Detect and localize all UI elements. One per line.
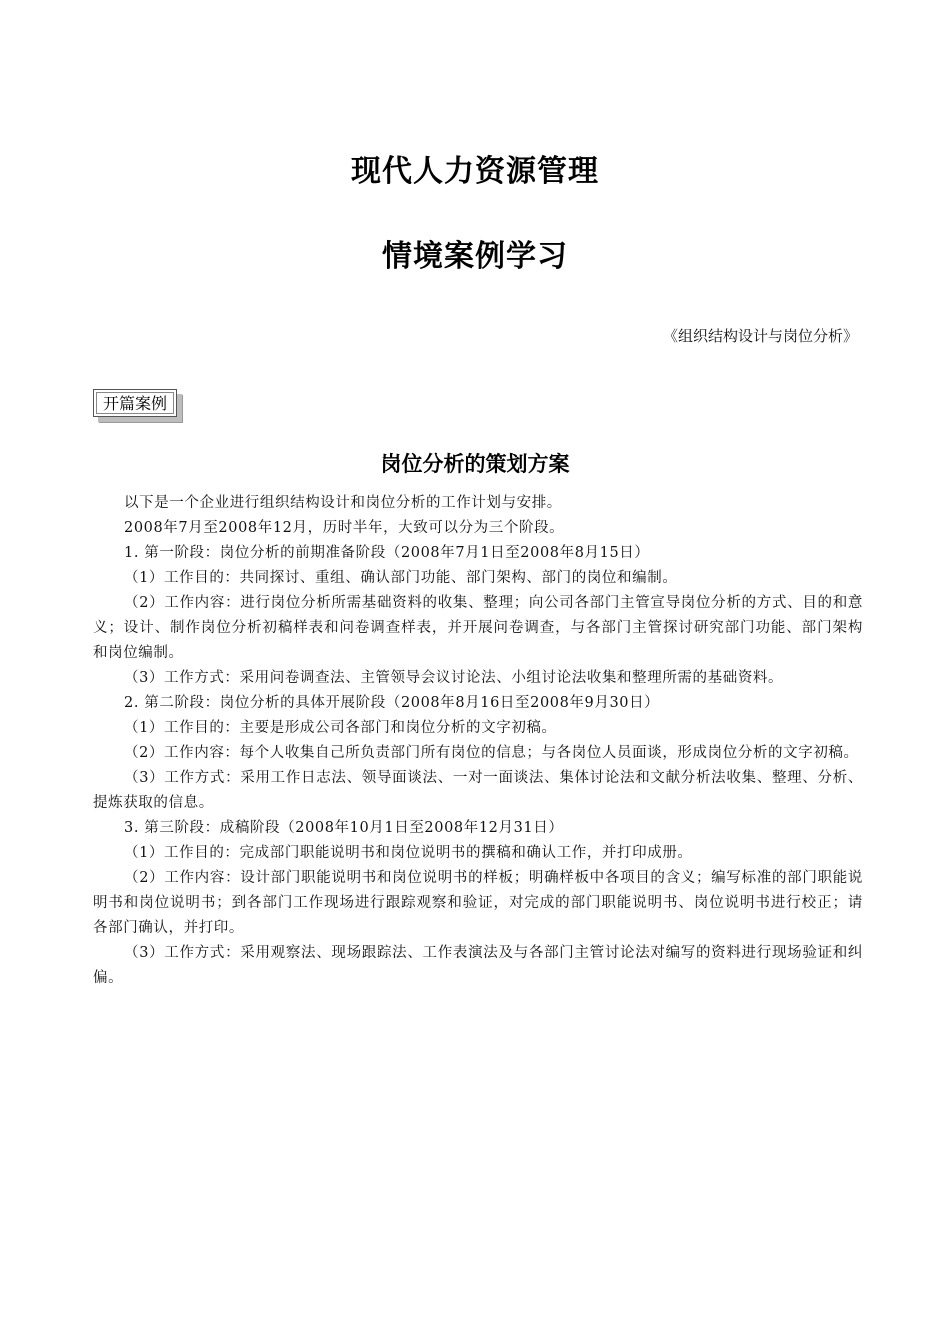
document-subtitle: 情境案例学习 — [382, 239, 568, 274]
paragraph: （2）工作内容：设计部门职能说明书和岗位说明书的样板；明确样板中各项目的含义；编写标准的部门职能说明书和岗位说明书；到各部门工作现场进行跟踪观察和验证，对完成的部门职能说明书、岗位说明书进行校正；请各部门确认，并打印。 — [93, 870, 863, 936]
paragraph: 2. 第二阶段：岗位分析的具体开展阶段（2008年8月16日至2008年9月30日） — [124, 695, 660, 711]
paragraph: 1. 第一阶段：岗位分析的前期准备阶段（2008年7月1日至2008年8月15日） — [124, 545, 650, 561]
paragraph: （1）工作目的：完成部门职能说明书和岗位说明书的撰稿和确认工作，并打印成册。 — [124, 845, 693, 861]
paragraph: （1）工作目的：主要是形成公司各部门和岗位分析的文字初稿。 — [124, 720, 557, 736]
case-tag-label: 开篇案例 — [96, 392, 174, 414]
paragraph: 以下是一个企业进行组织结构设计和岗位分析的工作计划与安排。 — [124, 495, 562, 511]
paragraph: （2）工作内容：进行岗位分析所需基础资料的收集、整理；向公司各部门主管宣导岗位分析的方式、目的和意义；设计、制作岗位分析初稿样表和问卷调查样表，并开展问卷调查，与各部门主管探讨研究部门功能、部门架构和岗位编制。 — [93, 595, 863, 661]
case-tag-box — [93, 389, 177, 417]
reference-title: 《组织结构设计与岗位分析》 — [662, 327, 858, 345]
paragraph: 2008年7月至2008年12月，历时半年，大致可以分为三个阶段。 — [124, 520, 565, 536]
paragraph: 3. 第三阶段：成稿阶段（2008年10月1日至2008年12月31日） — [124, 820, 564, 836]
paragraph: （3）工作方式：采用问卷调查法、主管领导会议讨论法、小组讨论法收集和整理所需的基础资料。 — [124, 670, 784, 686]
paragraph: （2）工作内容：每个人收集自己所负责部门所有岗位的信息；与各岗位人员面谈，形成岗位分析的文字初稿。 — [124, 745, 859, 761]
body-text — [93, 491, 863, 991]
document-title: 现代人力资源管理 — [351, 154, 599, 189]
paragraph: （3）工作方式：采用观察法、现场跟踪法、工作表演法及与各部门主管讨论法对编写的资料进行现场验证和纠偏。 — [93, 945, 863, 986]
section-heading: 岗位分析的策划方案 — [380, 452, 570, 476]
paragraph: （3）工作方式：采用工作日志法、领导面谈法、一对一面谈法、集体讨论法和文献分析法收集、整理、分析、提炼获取的信息。 — [93, 770, 863, 811]
paragraph: （1）工作目的：共同探讨、重组、确认部门功能、部门架构、部门的岗位和编制。 — [124, 570, 678, 586]
